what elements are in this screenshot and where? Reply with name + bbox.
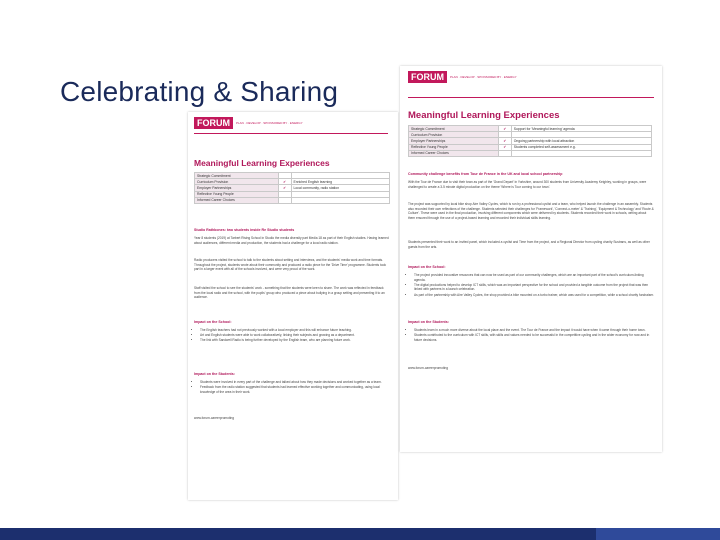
website-url: www.forum-careerpromoting <box>194 416 235 420</box>
paragraph: Students presented their work to an invited panel, which included a cyclist and Time from the project, and a Regional Director from cycling charity Sustrans, as well as other guests from the arts. <box>408 240 650 249</box>
list-item: • The project provided innovative resources that can now be used as part of our community challenges, which are an important part of the school's curriculum-linking agenda. <box>414 273 654 282</box>
list-item: • Feedback from the radio station suggested that students had learned effective working together and communicating, using local knowledge of the area in their work. <box>200 385 390 394</box>
list-item: • The link with Sandwell Radio is being further developed by the English team, who are planning future work. <box>200 338 390 343</box>
forum-logo <box>194 117 303 129</box>
case-study-document-left <box>188 112 398 500</box>
list-item: • As part of the partnership with Aire Valley Cycles, the shop provided a bike mounted on a turbo trainer, which was used for a competition, while a school charity fundraiser. <box>414 293 654 298</box>
commitment-table <box>408 125 652 157</box>
impact-students-heading: Impact on the Students: <box>408 320 449 324</box>
slide-title: Celebrating & Sharing <box>60 76 339 107</box>
forum-logo-subtitle: PLAN · DEVELOP · SPONSORED BY · ENERGY <box>236 121 303 125</box>
website-url: www.forum-careerpromoting <box>408 366 449 370</box>
table-row: Strategic Commitment ✔ Support for 'Meaningful learning' agenda <box>409 126 652 132</box>
case-study-subtitle: Studio Rathbones: two students inside Re Studio students <box>194 228 295 232</box>
document-title: Meaningful Learning Experiences <box>408 110 560 121</box>
table-row: Strategic Commitment <box>195 173 390 179</box>
table-row: Informed Career Choices <box>195 197 390 203</box>
commitment-table <box>194 172 390 204</box>
impact-students-list <box>408 328 654 343</box>
list-item: • Art and English students were able to work collaboratively, linking their subjects and growing as a department. <box>200 333 390 338</box>
document-title: Meaningful Learning Experiences <box>194 158 330 168</box>
table-row: Reflective Young People <box>195 191 390 197</box>
table-row: Reflective Young People ✔ Students completed self-assessment e.g. <box>409 144 652 150</box>
impact-school-heading: Impact on the School: <box>194 320 232 324</box>
impact-students-list <box>194 380 390 395</box>
forum-logo <box>408 71 517 83</box>
forum-logo-badge: FORUM <box>194 117 233 129</box>
table-row: Informed Career Choices <box>409 150 652 156</box>
case-study-subtitle: Community challenge benefits from Tour de France in the UK and local school partnership <box>408 172 563 176</box>
table-row: Employer Partnerships ✔ Ongoing partnership with local attraction <box>409 138 652 144</box>
list-item: • Students were involved in every part of the challenge and talked about how they made decisions and worked together as a team. <box>200 380 390 385</box>
table-row: Employer Partnerships ✔ Local community, radio station <box>195 185 390 191</box>
logo-divider <box>194 133 388 134</box>
table-row: Curriculum Provision ✔ Enriched English learning <box>195 179 390 185</box>
list-item: • The digital productions helped to develop ICT skills, which was an important perspective for the school and provided a tangible outcome from the project that was then linked with partners in a launch celebration. <box>414 283 654 292</box>
forum-logo-badge: FORUM <box>408 71 447 83</box>
table-row: Curriculum Provision <box>409 132 652 138</box>
case-study-document-right <box>400 66 662 452</box>
impact-school-list <box>408 273 654 298</box>
footer-accent <box>596 528 720 540</box>
list-item: • Students contributed to the curriculum with ICT skills, with skills and values needed to be successful in the competitive cycling and in the wider economy for now and in future decisions. <box>414 333 654 342</box>
paragraph: The project was supported by local bike shop Aire Valley Cycles, which is run by a professional cyclist and a team, who helped launch the challenge in an assembly. Students also recorded their own reflections of the challenge. Students selected their challenges for 'Framework', 'Connect-o-meter' & 'Training', 'Equipment & Technology' and 'Route & Culture'. These were used in the final production, involving different components which were delivered by students. Students recorded their work in schools, writing about them ensured through the use of a project-based learning and recorded their individual skills learning. <box>408 202 654 220</box>
impact-students-heading: Impact on the Students: <box>194 372 235 376</box>
paragraph: Year 8 students (2019) at Tarbert Rising School in Studio the media diversity part Media 18 as part of their English studies. Having learned about audiences, different media and production, the students had a challenge for a local radio station. <box>194 236 389 245</box>
paragraph: Radio producers visited the school to talk to the students about setting and interviews, and the students' media work and time formats. Throughout the project, students wrote about their community and produced a radio piece for the 'Drive Time' programme. Students took part in a larger event with all of the schools involved, and were very proud of the work. <box>194 258 387 272</box>
impact-school-heading: Impact on the School: <box>408 265 446 269</box>
forum-logo-subtitle: PLAN · DEVELOP · SPONSORED BY · ENERGY <box>450 75 517 79</box>
paragraph: With the Tour de France due to visit their town as part of the 'Grand Depart' in Yorkshire, around 300 students from University Academy Keighley, working in groups, were challenged to create a 3-5 minute digital production on the theme 'Where is Tour coming to our town'. <box>408 180 647 189</box>
paragraph: Staff visited the school to see the students' work - something that the students were keen to share. The work was reflected in feedback from the local radio and the school, with the pupils' group who produced a piece about bullying in a group setting and presenting it to an audience. <box>194 286 385 300</box>
impact-school-list <box>194 328 390 344</box>
logo-divider <box>408 97 654 98</box>
list-item: • The English teachers had not previously worked with a local employer and this will enhance future teaching. <box>200 328 390 333</box>
list-item: • Students learn in a much more diverse about the local place and the event. The Tour de France and the impact it would have when it came through their home town. <box>414 328 654 333</box>
